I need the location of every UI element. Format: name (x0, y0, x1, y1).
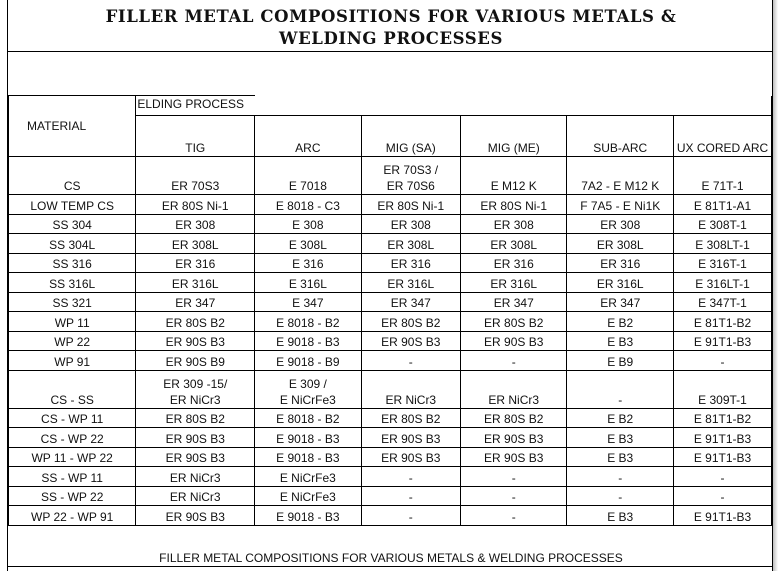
cell-text: ER 90S B3 (484, 451, 544, 465)
table-row (9, 486, 772, 506)
cell-text: ER NiCr3 (488, 392, 540, 407)
table-row (9, 157, 772, 195)
cell-text: ER 90S B3 (165, 509, 225, 524)
cell-arc (255, 195, 361, 215)
cell-mig-sa (361, 331, 461, 351)
title-line-1: FILLER METAL COMPOSITIONS FOR VARIOUS METALS & (105, 7, 677, 26)
cell-text: ER 316 (175, 257, 216, 271)
cell-material (9, 351, 136, 371)
cell-text: E 8018 - C3 (275, 198, 340, 213)
cell-mig-sa (361, 408, 461, 428)
table-row (9, 506, 772, 526)
cell-text: 7A2 - E M12 K (581, 179, 660, 193)
cell-text: E B9 (607, 354, 634, 369)
header-material (9, 96, 136, 157)
cell-mig-me (461, 157, 567, 195)
cell-sub-arc (567, 195, 674, 215)
cell-mig-sa (361, 214, 461, 234)
cell-text: E 308T-1 (698, 218, 747, 232)
cell-text: E 309T-1 (698, 392, 747, 407)
title-divider (8, 51, 774, 52)
cell-mig-me (461, 312, 567, 332)
cell-tig (136, 234, 255, 254)
table-row (9, 292, 772, 312)
cell-text: F 7A5 - E Ni1K (580, 198, 661, 213)
cell-tig (136, 467, 255, 487)
cell-text: WP 11 (54, 315, 90, 330)
cell-mig-me (461, 428, 567, 448)
cell-text: WP 22 - WP 91 (31, 509, 114, 524)
cell-text: ER NiCr3 (169, 490, 221, 504)
cell-arc (255, 312, 361, 332)
cell-text: ER 316 (600, 257, 641, 271)
cell-text: E B2 (607, 412, 634, 426)
cell-text: E B3 (607, 431, 634, 446)
cell-mig-sa (361, 273, 461, 293)
cell-text: E B3 (607, 451, 634, 465)
cell-sub-arc (567, 331, 674, 351)
page-shadow (773, 0, 778, 571)
header-flux-cored-arc (674, 116, 772, 157)
cell-text: ER 347 (493, 296, 534, 310)
cell-material (9, 214, 136, 234)
cell-text: ER 80S Ni-1 (377, 198, 445, 213)
cell-flux (674, 253, 772, 273)
cell-mig-me (461, 253, 567, 273)
cell-text: E 8018 - B2 (276, 315, 340, 330)
cell-text: E 9018 - B3 (276, 431, 340, 446)
cell-text: ER 90S B3 (165, 335, 225, 349)
cell-sub-arc (567, 273, 674, 293)
cell-text: ER 90S B3 (381, 431, 441, 446)
cell-text: ER 316L (171, 276, 219, 291)
cell-text: - (720, 470, 725, 485)
cell-text: ER 308L (490, 237, 538, 252)
cell-sub-arc (567, 292, 674, 312)
cell-arc (255, 486, 361, 506)
cell-text: ER 80S B2 (165, 412, 225, 426)
cell-text: - (511, 470, 516, 485)
cell-tig (136, 370, 255, 408)
cell-text: ER 308L (387, 237, 435, 252)
cell-text: - (511, 354, 516, 369)
cell-text: E 9018 - B3 (276, 335, 340, 349)
cell-text: ER 308 (175, 218, 216, 232)
cell-arc (255, 467, 361, 487)
cell-flux (674, 428, 772, 448)
cell-mig-me (461, 486, 567, 506)
table-row (9, 351, 772, 371)
cell-text: SS 321 (52, 296, 92, 310)
cell-text: - (511, 509, 516, 524)
cell-mig-me (461, 273, 567, 293)
table-row (9, 253, 772, 273)
cell-text: E NiCrFe3 (279, 490, 336, 504)
cell-material (9, 506, 136, 526)
cell-text: SS 304L (49, 237, 96, 252)
cell-mig-me (461, 408, 567, 428)
cell-material (9, 312, 136, 332)
cell-sub-arc (567, 486, 674, 506)
cell-mig-sa (361, 486, 461, 506)
cell-sub-arc (567, 157, 674, 195)
cell-text: ER 70S3 (171, 179, 220, 193)
cell-text: E NiCrFe3 (279, 470, 336, 485)
cell-text: E 347T-1 (698, 296, 747, 310)
cell-arc (255, 234, 361, 254)
cell-text: ER 308L (596, 237, 644, 252)
cell-text: ER 80S B2 (165, 315, 225, 330)
cell-text: E 7018 (288, 179, 327, 193)
cell-tig (136, 214, 255, 234)
cell-mig-me (461, 331, 567, 351)
page-title (8, 6, 774, 50)
cell-text: E B3 (607, 509, 634, 524)
cell-mig-sa (361, 312, 461, 332)
cell-sub-arc (567, 467, 674, 487)
cell-text: ER 347 (390, 296, 431, 310)
cell-mig-me (461, 351, 567, 371)
cell-flux (674, 467, 772, 487)
cell-text: SS 316 (52, 257, 92, 271)
cell-text: ER 90S B3 (484, 431, 544, 446)
cell-flux (674, 351, 772, 371)
cell-mig-me (461, 506, 567, 526)
cell-arc (255, 428, 361, 448)
table-row (9, 273, 772, 293)
header-mig-me (461, 116, 567, 157)
header-tig-label: TIG (185, 141, 206, 155)
cell-flux (674, 506, 772, 526)
cell-tig (136, 312, 255, 332)
cell-text: ER 80S Ni-1 (161, 198, 229, 213)
cell-material (9, 273, 136, 293)
table-row (9, 214, 772, 234)
cell-text: ER 80S Ni-1 (480, 198, 548, 213)
cell-text: E M12 K (490, 179, 537, 193)
cell-tig (136, 447, 255, 467)
cell-text: E 81T1-A1 (693, 198, 752, 213)
cell-sub-arc (567, 234, 674, 254)
cell-text: ER 90S B3 (484, 335, 544, 349)
cell-flux (674, 214, 772, 234)
cell-mig-sa (361, 195, 461, 215)
cell-sub-arc (567, 214, 674, 234)
cell-text: ER 80S B2 (484, 315, 544, 330)
cell-material (9, 486, 136, 506)
table-row (9, 331, 772, 351)
cell-text: - (511, 490, 516, 504)
cell-text: ER 309 -15/ (163, 376, 228, 391)
cell-flux (674, 292, 772, 312)
cell-tig (136, 273, 255, 293)
cell-text: WP 11 - WP 22 (31, 451, 113, 465)
cell-text: ER 80S B2 (381, 315, 441, 330)
cell-text: - (618, 392, 623, 407)
table-row (9, 370, 772, 408)
cell-text: ER NiCr3 (169, 470, 221, 485)
cell-text: ER 90S B3 (165, 431, 225, 446)
cell-arc (255, 157, 361, 195)
cell-text: E 9018 - B3 (276, 451, 340, 465)
cell-tig (136, 195, 255, 215)
cell-text: ER 316L (490, 276, 538, 291)
header-sub-arc (567, 116, 674, 157)
header-tig (136, 116, 255, 157)
cell-mig-sa (361, 467, 461, 487)
cell-text: E 91T1-B3 (693, 509, 752, 524)
cell-tig (136, 506, 255, 526)
cell-material (9, 467, 136, 487)
cell-arc (255, 331, 361, 351)
bottom-border (8, 566, 774, 567)
header-welding-process-label: ELDING PROCESS (137, 97, 245, 111)
cell-sub-arc (567, 428, 674, 448)
table-row (9, 312, 772, 332)
cell-sub-arc (567, 506, 674, 526)
cell-material (9, 157, 136, 195)
cell-text: ER 316 (390, 257, 431, 271)
cell-mig-me (461, 214, 567, 234)
header-mig-sa-label: MIG (SA) (385, 141, 436, 155)
cell-arc (255, 273, 361, 293)
cell-text: E 81T1-B2 (693, 412, 752, 426)
header-flux-cored-arc-label: UX CORED ARC (676, 141, 769, 155)
cell-tig (136, 253, 255, 273)
cell-arc (255, 253, 361, 273)
cell-text: ER 316L (596, 276, 644, 291)
cell-mig-me (461, 292, 567, 312)
cell-text: ER 70S3 / (383, 163, 439, 177)
cell-text: E B3 (607, 335, 634, 349)
cell-text: - (618, 470, 623, 485)
title-line-2: WELDING PROCESSES (278, 29, 503, 48)
cell-text: E 9018 - B3 (276, 509, 340, 524)
footer-caption: FILLER METAL COMPOSITIONS FOR VARIOUS METALS & WELDING PROCESSES (159, 551, 623, 565)
cell-text: ER 316 (493, 257, 534, 271)
cell-arc (255, 370, 361, 408)
cell-text: ER 90S B9 (165, 354, 225, 369)
cell-material (9, 370, 136, 408)
cell-text: E 347 (292, 296, 324, 310)
cell-mig-sa (361, 253, 461, 273)
cell-text: ER 308L (171, 237, 219, 252)
cell-mig-me (461, 447, 567, 467)
table-row (9, 467, 772, 487)
cell-mig-me (461, 195, 567, 215)
cell-flux (674, 447, 772, 467)
cell-sub-arc (567, 253, 674, 273)
cell-mig-sa (361, 370, 461, 408)
cell-text: - (720, 354, 725, 369)
cell-tig (136, 331, 255, 351)
cell-text: CS - SS (50, 392, 94, 407)
cell-text: E 81T1-B2 (693, 315, 752, 330)
cell-text: SS - WP 22 (40, 490, 104, 504)
cell-text: ER 347 (600, 296, 641, 310)
cell-mig-me (461, 467, 567, 487)
cell-text: E 91T1-B3 (693, 431, 752, 446)
cell-tig (136, 292, 255, 312)
cell-sub-arc (567, 351, 674, 371)
cell-text: E 91T1-B3 (693, 451, 752, 465)
cell-arc (255, 292, 361, 312)
cell-text: E 316T-1 (698, 257, 747, 271)
cell-text: SS 304 (52, 218, 92, 232)
header-welding-process (136, 96, 255, 116)
cell-text: E 316 (292, 257, 324, 271)
cell-text: - (408, 354, 413, 369)
cell-text: - (618, 490, 623, 504)
cell-text: E B2 (607, 315, 634, 330)
cell-sub-arc (567, 312, 674, 332)
cell-text: - (408, 509, 413, 524)
cell-text: E 308LT-1 (695, 237, 750, 252)
cell-text: - (408, 470, 413, 485)
cell-flux (674, 157, 772, 195)
cell-text: WP 91 (54, 354, 91, 369)
header-mig-sa (361, 116, 461, 157)
cell-text: SS 316L (49, 276, 96, 291)
cell-flux (674, 234, 772, 254)
filler-metal-table (8, 95, 772, 526)
cell-sub-arc (567, 447, 674, 467)
cell-mig-sa (361, 447, 461, 467)
cell-text: ER 90S B3 (381, 335, 441, 349)
cell-text: E 308L (288, 237, 327, 252)
header-arc (255, 116, 361, 157)
cell-flux (674, 195, 772, 215)
cell-text: - (408, 490, 413, 504)
cell-text: E 309 / (288, 376, 327, 391)
cell-text: E 308 (292, 218, 324, 232)
table-row (9, 408, 772, 428)
cell-mig-sa (361, 292, 461, 312)
header-sub-arc-label: SUB-ARC (593, 141, 648, 155)
cell-text: E 316L (288, 276, 327, 291)
cell-arc (255, 214, 361, 234)
cell-flux (674, 273, 772, 293)
cell-flux (674, 408, 772, 428)
cell-material (9, 195, 136, 215)
cell-mig-sa (361, 428, 461, 448)
cell-text: CS (63, 179, 81, 193)
cell-material (9, 253, 136, 273)
cell-arc (255, 351, 361, 371)
cell-mig-sa (361, 157, 461, 195)
cell-text: E 9018 - B9 (276, 354, 340, 369)
cell-text: ER 347 (175, 296, 216, 310)
cell-mig-sa (361, 234, 461, 254)
cell-material (9, 292, 136, 312)
cell-material (9, 408, 136, 428)
cell-text: E 91T1-B3 (693, 335, 752, 349)
table-row (9, 234, 772, 254)
cell-flux (674, 312, 772, 332)
cell-text: CS - WP 11 (41, 412, 104, 426)
cell-mig-me (461, 370, 567, 408)
cell-text: ER 308 (600, 218, 641, 232)
cell-arc (255, 447, 361, 467)
cell-mig-sa (361, 351, 461, 371)
table-row (9, 195, 772, 215)
cell-text: ER 90S B3 (165, 451, 225, 465)
cell-material (9, 234, 136, 254)
cell-text: ER 308 (493, 218, 534, 232)
table-row (9, 428, 772, 448)
cell-material (9, 428, 136, 448)
cell-tig (136, 428, 255, 448)
cell-text: ER 90S B3 (381, 451, 441, 465)
cell-material (9, 331, 136, 351)
cell-text: ER NiCr3 (169, 392, 221, 407)
cell-text: WP 22 (54, 335, 91, 349)
cell-mig-me (461, 234, 567, 254)
cell-sub-arc (567, 370, 674, 408)
cell-arc (255, 408, 361, 428)
cell-tig (136, 408, 255, 428)
cell-flux (674, 486, 772, 506)
cell-tig (136, 486, 255, 506)
cell-text: SS - WP 11 (41, 470, 103, 485)
cell-flux (674, 370, 772, 408)
header-arc-label: ARC (295, 141, 321, 155)
header-material-label: MATERIAL (27, 119, 87, 133)
cell-arc (255, 506, 361, 526)
header-mig-me-label: MIG (ME) (487, 141, 540, 155)
cell-material (9, 447, 136, 467)
cell-text: ER 316L (387, 276, 435, 291)
table-row (9, 447, 772, 467)
cell-mig-sa (361, 506, 461, 526)
cell-text: ER NiCr3 (385, 392, 437, 407)
cell-text: E NiCrFe3 (279, 392, 336, 407)
cell-text: - (720, 490, 725, 504)
cell-sub-arc (567, 408, 674, 428)
cell-text: ER 308 (390, 218, 431, 232)
cell-text: E 71T-1 (701, 179, 744, 193)
cell-text: ER 70S6 (386, 179, 435, 193)
cell-text: ER 80S B2 (381, 412, 441, 426)
cell-tig (136, 157, 255, 195)
cell-text: LOW TEMP CS (30, 198, 114, 213)
cell-flux (674, 331, 772, 351)
cell-text: E 8018 - B2 (276, 412, 340, 426)
cell-text: E 316LT-1 (695, 276, 750, 291)
cell-tig (136, 351, 255, 371)
cell-text: ER 80S B2 (484, 412, 544, 426)
spreadsheet-sheet (7, 0, 773, 571)
header-welding-process-span (255, 96, 772, 116)
cell-text: CS - WP 22 (40, 431, 104, 446)
